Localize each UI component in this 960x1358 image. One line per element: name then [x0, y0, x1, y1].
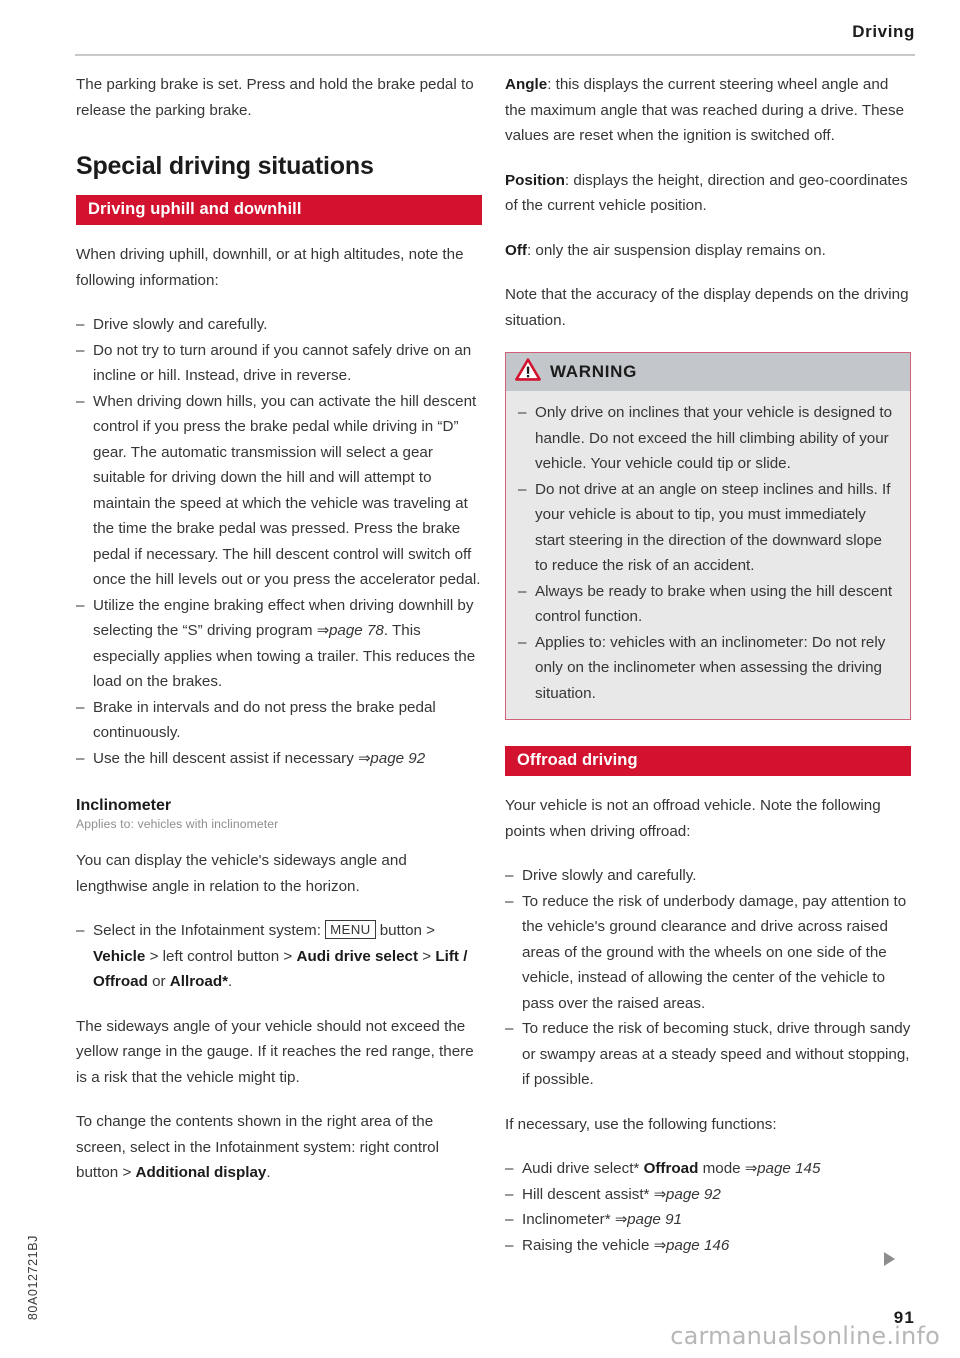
- functions-list: [505, 1156, 911, 1258]
- function-pre: Hill descent assist*: [522, 1185, 654, 1203]
- warning-triangle-icon: [515, 358, 541, 386]
- offroad-list: [505, 863, 911, 1093]
- sideways-angle-paragraph: The sideways angle of your vehicle should not exceed the yellow range in the gauge. If it reaches the red range, there is a risk that the vehicle might tip.: [76, 1017, 474, 1086]
- document-code: 80A012721BJ: [26, 1234, 40, 1320]
- cross-reference: [654, 1237, 730, 1254]
- list-item: – Drive slowly and carefully.: [505, 863, 911, 889]
- xref-target: page 145: [757, 1160, 821, 1177]
- off-text: : only the air suspension display remains on.: [526, 241, 826, 259]
- menu-path-mid4: or: [147, 973, 170, 990]
- list-item: [505, 1233, 911, 1259]
- function-post: mode: [698, 1160, 745, 1177]
- angle-term: Angle: [505, 76, 548, 93]
- list-item: [505, 1182, 911, 1208]
- header-rule: [75, 54, 915, 56]
- warning-box-header: [506, 353, 910, 391]
- menu-path-mid2: > left control button >: [145, 947, 297, 965]
- menu-path-bold1: Vehicle: [93, 947, 146, 965]
- two-column-body: [0, 72, 960, 1272]
- cross-reference: [358, 750, 425, 767]
- accuracy-paragraph: Note that the accuracy of the display depends on the driving situation.: [505, 286, 909, 329]
- menu-path-prefix: Select in the Infotainment system:: [93, 922, 326, 939]
- xref-arrow-icon: ⇒: [744, 1160, 758, 1177]
- list-item: [505, 1207, 911, 1233]
- off-entry: [505, 238, 911, 264]
- function-pre: Inclinometer*: [522, 1211, 615, 1228]
- list-item: – Do not drive at an angle on steep inclines and hills. If your vehicle is about to tip, you must immediately start steering in the direction of the downward slope to reduce the risk of an accident.: [518, 477, 897, 579]
- menu-path-mid3: >: [418, 947, 436, 965]
- list-item: – To reduce the risk of becoming stuck, drive through sandy or swampy areas at a steady speed and without stopping, if possible.: [505, 1016, 911, 1093]
- menu-path-bold3: Lift / Offroad: [93, 947, 468, 990]
- watermark: carmanualsonline.info: [670, 1322, 940, 1350]
- function-pre: Raising the vehicle: [522, 1236, 654, 1254]
- xref-arrow-icon: ⇒: [653, 1185, 666, 1203]
- off-term: Off: [505, 241, 527, 259]
- warning-list: [518, 400, 897, 706]
- chapter-title: Driving: [852, 22, 915, 41]
- inclinometer-applies-to: Applies to: vehicles with inclinometer: [76, 817, 279, 831]
- position-entry: [505, 168, 911, 219]
- infotainment-path-list: [76, 918, 482, 995]
- xref-arrow-icon: ⇒: [358, 749, 371, 767]
- menu-path-suffix: .: [228, 973, 233, 990]
- continuation-triangle-icon: [884, 1252, 895, 1266]
- list-item: – Brake in intervals and do not press the brake pedal continuously.: [76, 695, 482, 746]
- cross-reference: [615, 1211, 682, 1228]
- position-term: Position: [505, 171, 565, 189]
- list-item: [505, 1156, 911, 1182]
- list-item: [76, 593, 482, 695]
- xref-arrow-icon: ⇒: [653, 1236, 666, 1254]
- cross-reference: [745, 1160, 821, 1177]
- warning-box-body: [506, 391, 910, 719]
- additional-display-paragraph: [76, 1109, 482, 1186]
- subsection-bar-uphill-downhill: Driving uphill and downhill: [76, 195, 482, 225]
- list-item-text: Utilize the engine braking effect when driving downhill by selecting the “S” driving program: [93, 596, 474, 639]
- cross-reference: [317, 622, 384, 639]
- left-column: [76, 72, 482, 1205]
- list-item-text-tail: . This especially applies when towing a trailer. This reduces the load on the brakes.: [93, 622, 476, 690]
- angle-entry: [505, 72, 911, 149]
- xref-arrow-icon: ⇒: [614, 1211, 628, 1228]
- list-item: [76, 918, 482, 995]
- list-item: – To reduce the risk of underbody damage, pay attention to the vehicle's ground clearance and drive across raised areas of the ground with the wheels on one side of the vehicle, instead of allowing the center of the vehicle to pass over the raised areas.: [505, 889, 911, 1017]
- list-item: – Applies to: vehicles with an inclinometer: Do not rely only on the inclinometer when assessing the driving situation.: [518, 630, 897, 707]
- additional-display-bold: Additional display: [135, 1164, 267, 1181]
- function-bold: Offroad: [643, 1160, 699, 1177]
- menu-path-mid1: button >: [375, 922, 436, 939]
- subsection-bar-offroad: Offroad driving: [505, 746, 911, 776]
- list-item: – When driving down hills, you can activate the hill descent control if you press the brake pedal while driving in “D” gear. The automatic transmission will select a gear suitable for driving down the hill and will attempt to maintain the speed at which the vehicle was traveling at the time the brake pedal was pressed. Press the brake pedal if necessary. The hill descent control will switch off once the hill levels out or you press the accelerator pedal.: [76, 389, 482, 593]
- page-number: 91: [893, 1308, 915, 1327]
- additional-display-suffix: .: [266, 1164, 271, 1181]
- right-column: [505, 72, 911, 1277]
- menu-path-bold2: Audi drive select: [296, 947, 419, 965]
- position-text: : displays the height, direction and geo-coordinates of the current vehicle position.: [505, 171, 908, 214]
- list-item-text: Use the hill descent assist if necessary: [93, 749, 359, 767]
- list-item: – Only drive on inclines that your vehicle is designed to handle. Do not exceed the hill climbing ability of your vehicle. Your vehicle could tip or slide.: [518, 400, 897, 477]
- list-item: [76, 746, 482, 772]
- angle-text: : this displays the current steering wheel angle and the maximum angle that was reached during a drive. These values are reset when the ignition is switched off.: [505, 76, 905, 144]
- xref-target: page 146: [665, 1236, 730, 1254]
- additional-display-prefix: To change the contents shown in the right area of the screen, select in the Infotainment system: right control button >: [76, 1113, 439, 1181]
- xref-target: page 92: [665, 1185, 721, 1203]
- function-pre: Audi drive select*: [522, 1160, 644, 1177]
- intro-paragraph: The parking brake is set. Press and hold the brake pedal to release the parking brake.: [76, 76, 474, 119]
- xref-target: page 78: [328, 622, 384, 639]
- offroad-lead-paragraph: Your vehicle is not an offroad vehicle. Note the following points when driving offroad:: [505, 797, 881, 840]
- xref-arrow-icon: ⇒: [316, 622, 329, 639]
- list-item: – Always be ready to brake when using the hill descent control function.: [518, 579, 897, 630]
- warning-box: [505, 352, 911, 720]
- xref-target: page 91: [627, 1211, 682, 1228]
- uphill-downhill-list: [76, 312, 482, 771]
- functions-lead-paragraph: If necessary, use the following functions:: [505, 1115, 777, 1133]
- section-title: Special driving situations: [76, 152, 374, 180]
- xref-target: page 92: [370, 749, 426, 767]
- list-item: – Drive slowly and carefully.: [76, 312, 482, 338]
- inclinometer-paragraph: You can display the vehicle's sideways angle and lengthwise angle in relation to the horizon.: [76, 852, 407, 895]
- inclinometer-heading: Inclinometer: [76, 797, 172, 814]
- menu-path-bold4: Allroad*: [169, 973, 229, 990]
- menu-keycap: MENU: [325, 920, 375, 939]
- warning-label: WARNING: [550, 362, 638, 381]
- page-header: [75, 22, 915, 56]
- lead-paragraph: When driving uphill, downhill, or at high altitudes, note the following information:: [76, 246, 464, 289]
- cross-reference: [654, 1186, 721, 1203]
- list-item: – Do not try to turn around if you cannot safely drive on an incline or hill. Instead, drive in reverse.: [76, 338, 482, 389]
